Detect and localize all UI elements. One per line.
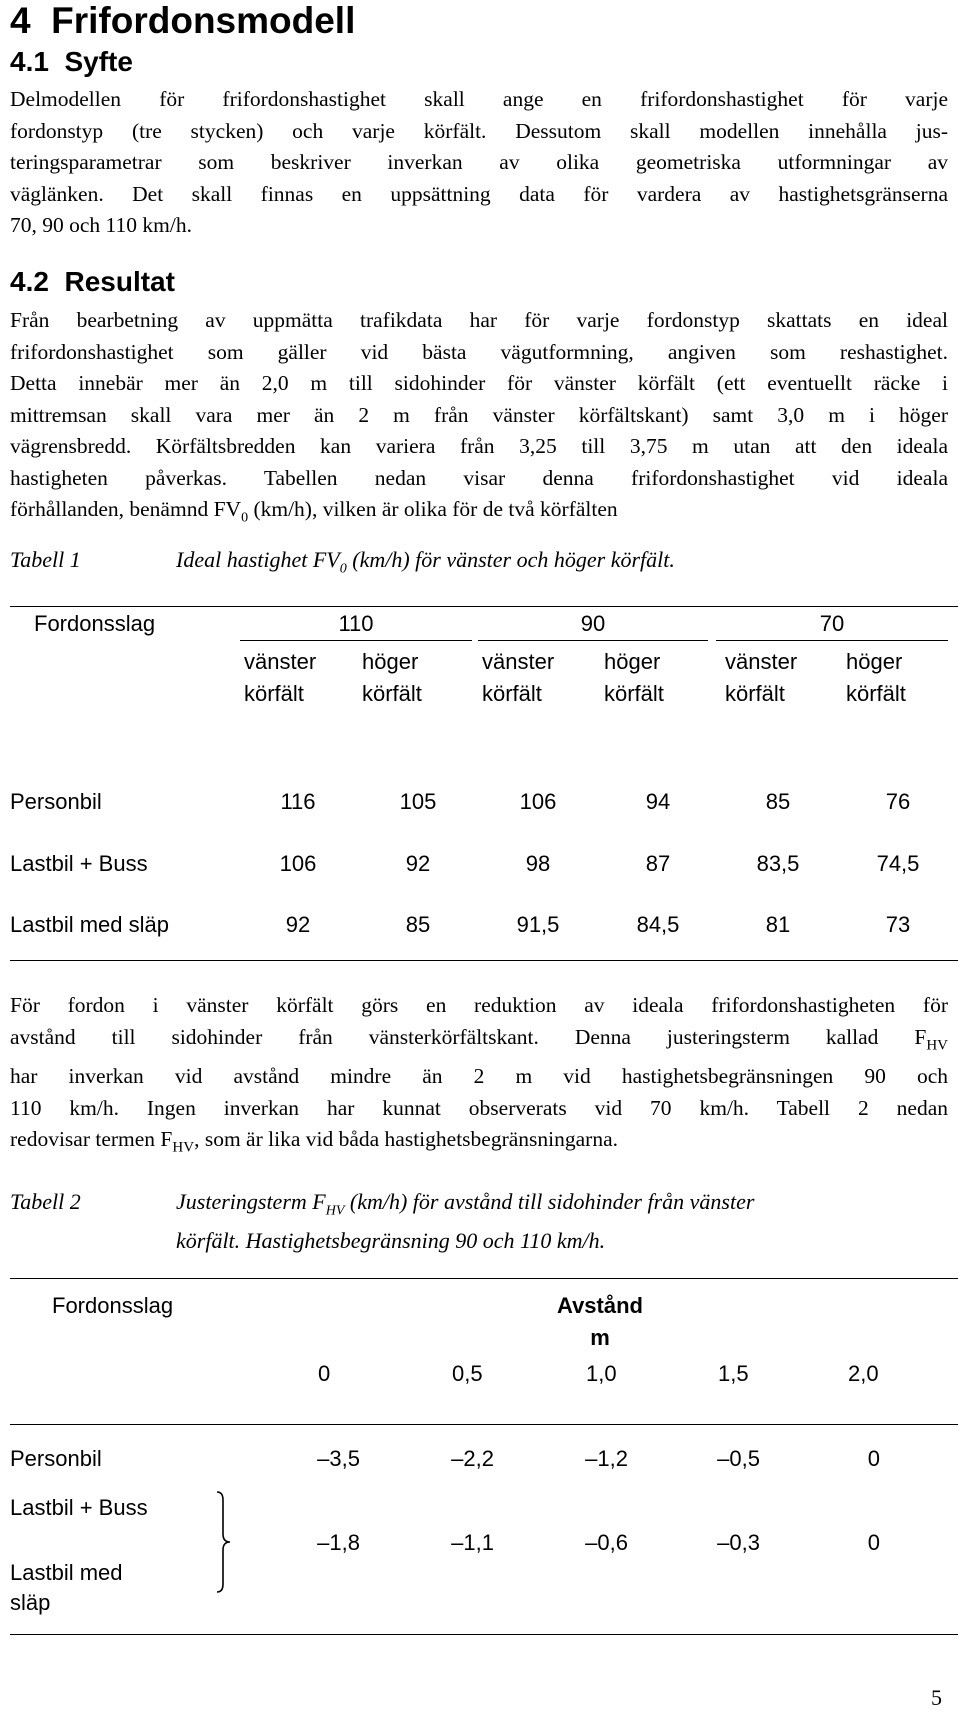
text-fragment: Ideal hastighet FV: [176, 547, 340, 572]
subscript: HV: [926, 1036, 948, 1053]
text-fragment: Justeringsterm F: [176, 1189, 326, 1214]
table1-cell: 106: [519, 789, 557, 814]
table2-distance: 2,0: [848, 1361, 879, 1386]
table2-header-rule: [10, 1424, 958, 1425]
table1-speed-group: 70: [819, 611, 845, 636]
table2-distance: 0: [318, 1361, 331, 1386]
table1-caption: [176, 545, 675, 584]
table2-col-header: Fordonsslag: [52, 1293, 174, 1318]
caption-line: körfält. Hastighetsbegränsning 90 och 110 km/h.: [176, 1228, 606, 1254]
text-line: fordonstyp (tre stycken) och varje körfält. Dessutom skall modellen innehålla jus-: [10, 118, 948, 143]
table1-cell: 85: [765, 789, 791, 814]
section-heading-resultat: 4.2 Resultat: [10, 266, 175, 297]
paragraph-resultat: [10, 305, 948, 534]
table2-label: Tabell 2: [10, 1189, 81, 1214]
table1-lane-header: höger: [362, 649, 419, 674]
table1-top-rule: [10, 606, 958, 607]
table1-cell: 116: [280, 789, 316, 814]
table1-row-name: Lastbil med släp: [10, 912, 169, 937]
table2-distance: 0,5: [452, 1361, 483, 1386]
table2-cell: –3,5: [317, 1446, 360, 1471]
text-line: [10, 1124, 948, 1164]
table1-row-name: Lastbil + Buss: [10, 851, 148, 876]
table1-cell: 87: [645, 851, 671, 876]
table2-distance: 1,5: [718, 1361, 749, 1386]
table1-lane-word: körfält: [362, 681, 422, 706]
text-fragment: redovisar termen F: [10, 1127, 173, 1152]
text-line: teringsparametrar som beskriver inverkan av olika geometriska utformningar av: [10, 150, 948, 174]
table2-cell: –0,3: [717, 1530, 760, 1555]
table1-label: Tabell 1: [10, 547, 81, 572]
table1-speed-group: 110: [338, 611, 374, 636]
table1-lane-header: höger: [846, 649, 903, 674]
text-line: 110 km/h. Ingen inverkan har kunnat observerats vid 70 km/h. Tabell 2 nedan: [10, 1095, 948, 1120]
table2-cell: 0: [867, 1446, 880, 1471]
table1-cell: 85: [405, 912, 431, 937]
table1-group-rule: [478, 640, 708, 641]
paragraph-justering: [10, 990, 948, 1164]
table2-distance: 1,0: [586, 1361, 617, 1386]
table2-row-name: Personbil: [10, 1446, 102, 1471]
table1-lane-word: körfält: [604, 681, 664, 706]
table1-cell: 91,5: [516, 912, 560, 937]
table1-cell: 98: [525, 851, 551, 876]
table1-cell: 92: [405, 851, 431, 876]
text-line: För fordon i vänster körfält görs en reduktion av ideala frifordonshastigheten för: [10, 993, 948, 1017]
table1-cell: 92: [285, 912, 311, 937]
table2-cell: –1,2: [585, 1446, 628, 1471]
table1-lane-header: vänster: [482, 649, 555, 674]
paragraph-syfte: [10, 84, 948, 242]
table1-cell: 84,5: [636, 912, 680, 937]
table2-row-name: Lastbil + Buss: [10, 1495, 148, 1520]
text-line: Från bearbetning av uppmätta trafikdata har för varje fordonstyp skattats en ideal: [10, 308, 948, 332]
section-heading-syfte: 4.1 Syfte: [10, 46, 133, 77]
table1-cell: 81: [765, 912, 791, 937]
table1-bottom-rule: [10, 960, 958, 961]
table1-group-rule: [716, 640, 948, 641]
table1-cell: 106: [279, 851, 317, 876]
text-line: har inverkan vid avstånd mindre än 2 m vid hastighetsbegränsningen 90 och: [10, 1064, 948, 1089]
text-line: [10, 494, 948, 534]
page-number: 5: [931, 1685, 942, 1710]
subscript: HV: [172, 1139, 195, 1156]
brace-icon: [214, 1490, 234, 1594]
text-fragment: (km/h), vilken är olika för de två körfälten: [248, 497, 618, 521]
text-line: Detta innebär mer än 2,0 m till sidohinder för vänster körfält (ett eventuellt räcke i: [10, 371, 948, 395]
table1-lane-word: körfält: [725, 681, 785, 706]
text-fragment: förhållanden, benämnd FV: [10, 497, 242, 521]
table1-cell: 94: [645, 789, 671, 814]
text-line: 70, 90 och 110 km/h.: [10, 213, 192, 237]
subscript: 0: [339, 561, 347, 577]
table1-lane-header: höger: [604, 649, 661, 674]
table2-bottom-rule: [10, 1634, 958, 1635]
subscript: HV: [325, 1203, 345, 1219]
table2-cell: –1,8: [317, 1530, 360, 1555]
caption-line: [176, 1187, 936, 1226]
table1-lane-word: körfält: [244, 681, 304, 706]
text-line: väglänken. Det skall finnas en uppsättning data för vardera av hastighetsgränserna: [10, 181, 948, 206]
text-line: vägrensbredd. Körfältsbredden kan variera från 3,25 till 3,75 m utan att den ideala: [10, 434, 948, 458]
table1-row-name: Personbil: [10, 789, 102, 814]
table2-cell: –2,2: [451, 1446, 494, 1471]
table1-cell: 73: [885, 912, 911, 937]
table1-speed-group: 90: [580, 611, 606, 636]
table2-distance-header: Avstånd: [557, 1293, 643, 1318]
subscript: 0: [241, 510, 249, 526]
table2-cell: 0: [867, 1530, 880, 1555]
table1-cell: 105: [399, 789, 437, 814]
text-fragment: (km/h) för vänster och höger körfält.: [346, 547, 675, 572]
table1-col-header: Fordonsslag: [34, 611, 156, 636]
text-fragment: (km/h) för avstånd till sidohinder från vänster: [344, 1189, 755, 1214]
table2-cell: –1,1: [451, 1530, 494, 1555]
text-fragment: , som är lika vid båda hastighetsbegränsningarna.: [194, 1127, 618, 1152]
table2-top-rule: [10, 1278, 958, 1279]
table2-row-name: Lastbil med: [10, 1560, 123, 1585]
text-line: frifordonshastighet som gäller vid bästa vägutformning, angiven som reshastighet.: [10, 339, 948, 364]
table2-cell: –0,6: [585, 1530, 628, 1555]
table1-lane-word: körfält: [846, 681, 906, 706]
table1-cell: 76: [885, 789, 911, 814]
table2-distance-unit: m: [590, 1325, 610, 1350]
text-line: hastigheten påverkas. Tabellen nedan visar denna frifordonshastighet vid ideala: [10, 465, 948, 490]
table2-caption: [176, 1187, 936, 1256]
table2-cell: –0,5: [717, 1446, 760, 1471]
table1-group-rule: [240, 640, 472, 641]
table1-cell: 74,5: [876, 851, 920, 876]
table1-lane-word: körfält: [482, 681, 542, 706]
text-line: [10, 1022, 948, 1062]
table2-row-name: släp: [10, 1590, 51, 1615]
page-title: 4 Frifordonsmodell: [10, 0, 356, 41]
text-fragment: avstånd till sidohinder från vänsterkörfältskant. Denna justeringsterm kallad F: [10, 1024, 927, 1049]
table1-lane-header: vänster: [725, 649, 798, 674]
text-line: Delmodellen för frifordonshastighet skall ange en frifordonshastighet för varje: [10, 87, 948, 111]
text-line: mittremsan skall vara mer än 2 m från vänster körfältskant) samt 3,0 m i höger: [10, 402, 948, 427]
table1-lane-header: vänster: [244, 649, 317, 674]
table1-cell: 83,5: [756, 851, 800, 876]
